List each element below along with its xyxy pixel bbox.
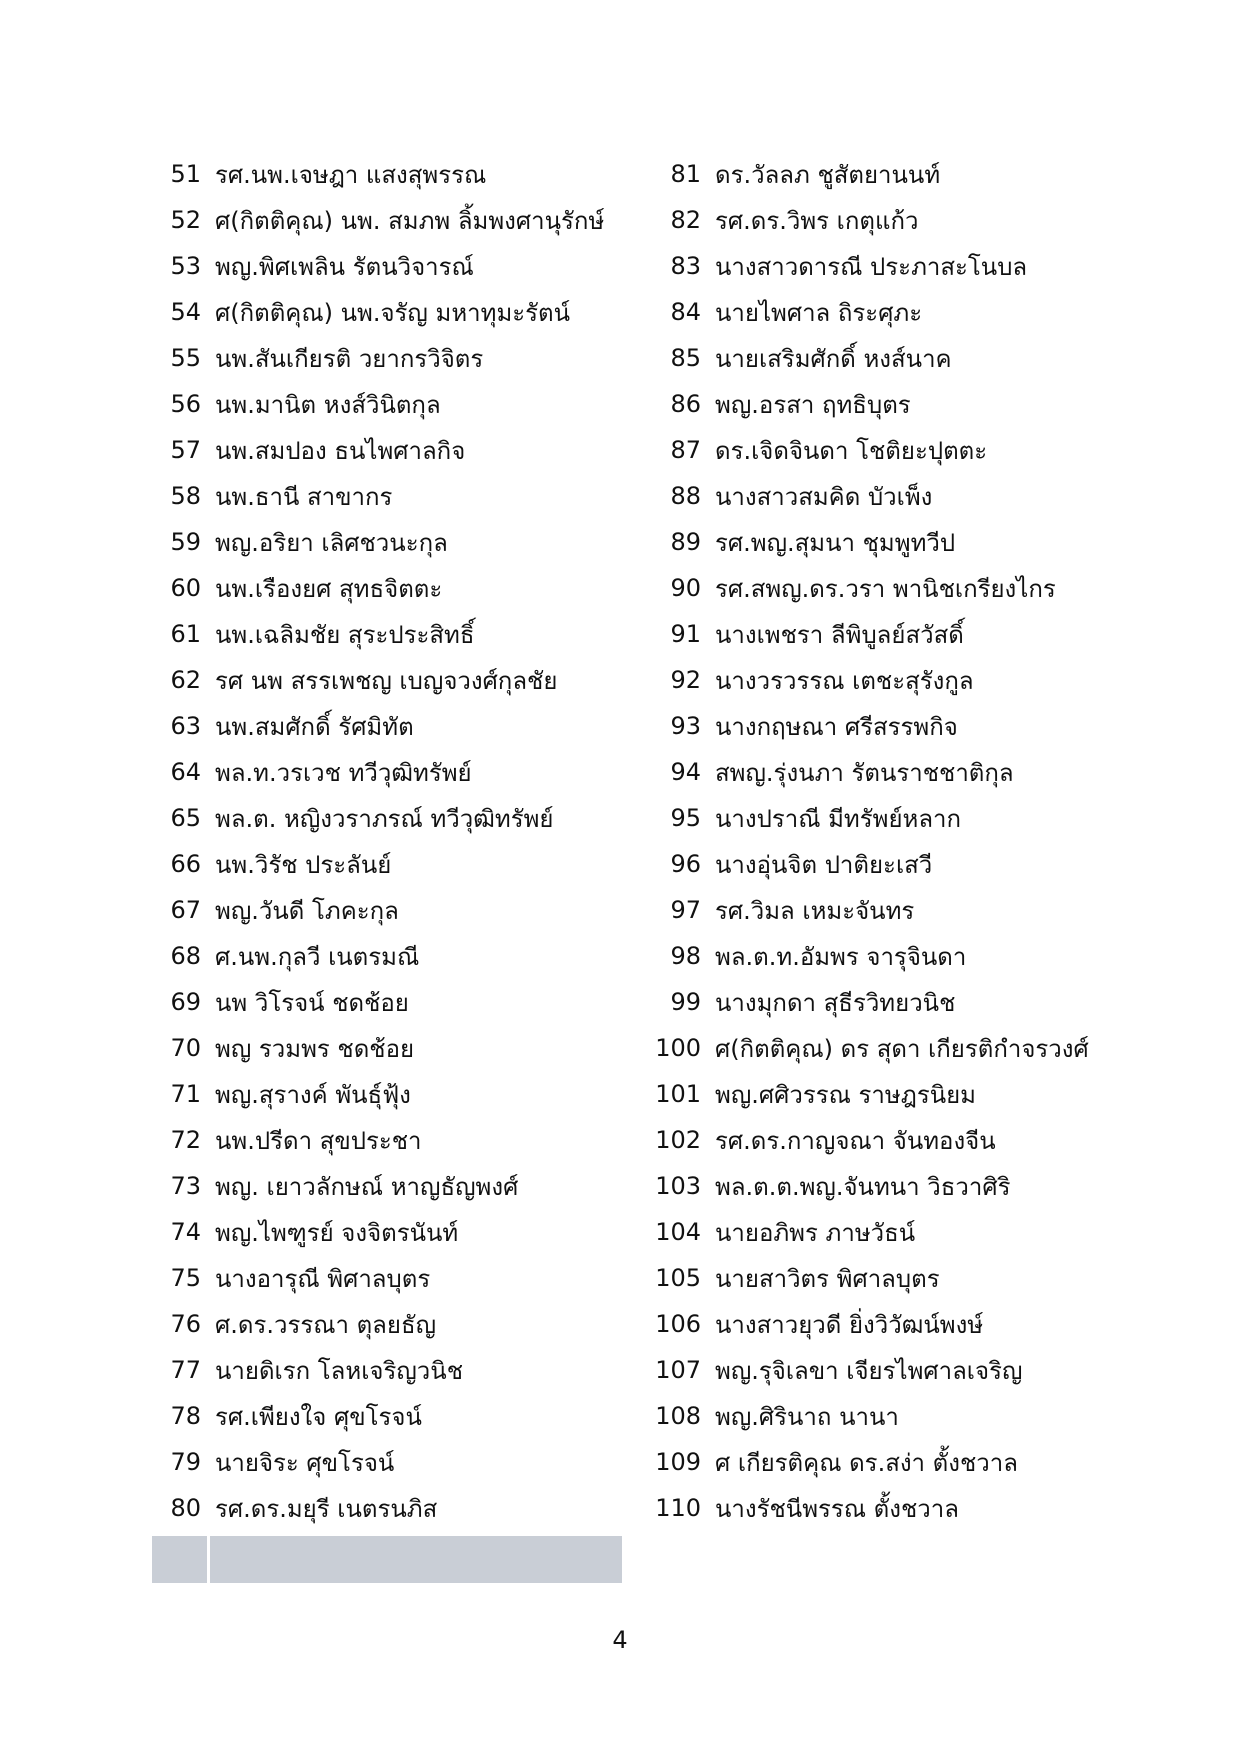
- person-name: ศ.ดร.วรรณา ตุลยธัญ: [215, 1310, 437, 1339]
- person-name: นางปราณี มีทรัพย์หลาก: [715, 804, 962, 833]
- person-name: พญ.พิศเพลิน รัตนวิจารณ์: [215, 252, 474, 281]
- item-number: 73: [170, 1172, 201, 1200]
- item-number: 89: [670, 528, 701, 556]
- person-name: นพ.ปรีดา สุขประชา: [215, 1126, 422, 1155]
- list-item: [650, 611, 1210, 657]
- person-name: นายไพศาล ถิระศุภะ: [715, 298, 923, 327]
- item-number: 108: [655, 1402, 701, 1430]
- person-name: นายเสริมศักดิ์ หงส์นาค: [715, 344, 952, 373]
- person-name: พญ.ศศิวรรณ ราษฎรนิยม: [715, 1080, 976, 1109]
- person-name: นายดิเรก โลหเจริญวนิช: [215, 1356, 463, 1385]
- list-item: [650, 427, 1210, 473]
- list-item: [150, 841, 630, 887]
- item-number: 53: [170, 252, 201, 280]
- item-number: 86: [670, 390, 701, 418]
- list-item: [650, 1209, 1210, 1255]
- list-item: [650, 1347, 1210, 1393]
- item-number: 75: [170, 1264, 201, 1292]
- person-name: นพ วิโรจน์ ชดช้อย: [215, 988, 409, 1017]
- list-item: [650, 1025, 1210, 1071]
- item-number: 79: [170, 1448, 201, 1476]
- person-name: นายอภิพร ภาษวัธน์: [715, 1218, 916, 1247]
- item-number: 84: [670, 298, 701, 326]
- list-item: [650, 749, 1210, 795]
- item-number: 51: [170, 160, 201, 188]
- person-name: นายจิระ ศุขโรจน์: [215, 1448, 395, 1477]
- list-item: [150, 933, 630, 979]
- item-number: 60: [170, 574, 201, 602]
- person-name: พล.ต. หญิงวราภรณ์ ทวีวุฒิทรัพย์: [215, 804, 554, 833]
- person-name: รศ.พญ.สุมนา ชุมพูทวีป: [715, 528, 956, 557]
- item-number: 93: [670, 712, 701, 740]
- list-item: [650, 1439, 1210, 1485]
- person-name: นางเพชรา ลีพิบูลย์สวัสดิ์: [715, 620, 964, 649]
- list-item: [650, 1163, 1210, 1209]
- person-name: นพ.สมปอง ธนไพศาลกิจ: [215, 436, 466, 465]
- item-number: 62: [170, 666, 201, 694]
- person-name: ดร.เจิดจินดา โชติยะปุตตะ: [715, 436, 988, 465]
- list-item: [650, 197, 1210, 243]
- list-item: [150, 887, 630, 933]
- item-number: 99: [670, 988, 701, 1016]
- list-item: [650, 565, 1210, 611]
- list-item: [650, 519, 1210, 565]
- person-name: พญ.รุจิเลขา เจียรไพศาลเจริญ: [715, 1356, 1023, 1385]
- left-name-list: [150, 151, 630, 1531]
- list-item: [150, 381, 630, 427]
- person-name: พญ.สุรางค์ พันธุ์ฟุ้ง: [215, 1080, 411, 1109]
- list-item: [150, 1255, 630, 1301]
- list-item: [150, 1163, 630, 1209]
- item-number: 109: [655, 1448, 701, 1476]
- person-name: พญ.อริยา เลิศชวนะกุล: [215, 528, 448, 557]
- person-name: รศ.ดร.กาญจณา จันทองจีน: [715, 1126, 996, 1155]
- list-item: [650, 795, 1210, 841]
- item-number: 52: [170, 206, 201, 234]
- item-number: 77: [170, 1356, 201, 1384]
- list-item: [150, 1439, 630, 1485]
- item-number: 96: [670, 850, 701, 878]
- item-number: 57: [170, 436, 201, 464]
- person-name: สพญ.รุ่งนภา รัตนราชชาติกุล: [715, 758, 1014, 787]
- item-number: 74: [170, 1218, 201, 1246]
- person-name: นางสาวสมคิด บัวเพ็ง: [715, 482, 933, 511]
- person-name: นางวรวรรณ เตชะสุรังกูล: [715, 666, 974, 695]
- item-number: 101: [655, 1080, 701, 1108]
- person-name: นางกฤษณา ศรีสรรพกิจ: [715, 712, 958, 741]
- person-name: พญ.วันดี โภคะกุล: [215, 896, 399, 925]
- item-number: 67: [170, 896, 201, 924]
- person-name: นางอารุณี พิศาลบุตร: [215, 1264, 431, 1293]
- list-item: [150, 1209, 630, 1255]
- item-number: 61: [170, 620, 201, 648]
- item-number: 105: [655, 1264, 701, 1292]
- item-number: 66: [170, 850, 201, 878]
- person-name: นพ.สมศักดิ์ รัศมิทัต: [215, 712, 414, 741]
- shaded-cell-name: [210, 1536, 622, 1583]
- list-item: [650, 473, 1210, 519]
- person-name: นายสาวิตร พิศาลบุตร: [715, 1264, 940, 1293]
- person-name: รศ.ดร.วิพร เกตุแก้ว: [715, 206, 919, 235]
- list-item: [650, 1393, 1210, 1439]
- item-number: 90: [670, 574, 701, 602]
- person-name: นางรัชนีพรรณ ตั้งชวาล: [715, 1494, 959, 1523]
- person-name: รศ.ดร.มยุรี เนตรนภิส: [215, 1494, 438, 1523]
- list-item: [650, 335, 1210, 381]
- person-name: นางสาวดารณี ประภาสะโนบล: [715, 252, 1028, 281]
- person-name: นพ.สันเกียรติ วยากรวิจิตร: [215, 344, 484, 373]
- list-item: [650, 887, 1210, 933]
- person-name: พญ.อรสา ฤทธิบุตร: [715, 390, 911, 419]
- item-number: 80: [170, 1494, 201, 1522]
- right-name-list: [650, 151, 1210, 1531]
- list-item: [150, 1301, 630, 1347]
- list-item: [650, 1255, 1210, 1301]
- person-name: พญ รวมพร ชดช้อย: [215, 1034, 415, 1063]
- list-item: [650, 841, 1210, 887]
- person-name: นางมุกดา สุธีรวิทยวนิช: [715, 988, 956, 1017]
- item-number: 97: [670, 896, 701, 924]
- person-name: นางอุ่นจิต ปาติยะเสวี: [715, 850, 933, 879]
- list-item: [150, 243, 630, 289]
- item-number: 71: [170, 1080, 201, 1108]
- person-name: พญ.ศิรินาถ นานา: [715, 1402, 899, 1431]
- person-name: รศ.นพ.เจษฎา แสงสุพรรณ: [215, 160, 487, 189]
- item-number: 92: [670, 666, 701, 694]
- list-item: [150, 979, 630, 1025]
- item-number: 82: [670, 206, 701, 234]
- item-number: 76: [170, 1310, 201, 1338]
- item-number: 72: [170, 1126, 201, 1154]
- item-number: 55: [170, 344, 201, 372]
- item-number: 65: [170, 804, 201, 832]
- person-name: รศ.เพียงใจ ศุขโรจน์: [215, 1402, 422, 1431]
- list-item: [650, 979, 1210, 1025]
- item-number: 104: [655, 1218, 701, 1246]
- item-number: 103: [655, 1172, 701, 1200]
- list-item: [650, 1071, 1210, 1117]
- person-name: รศ นพ สรรเพชญ เบญจวงศ์กุลชัย: [215, 666, 558, 695]
- item-number: 69: [170, 988, 201, 1016]
- person-name: นพ.มานิต หงส์วินิตกุล: [215, 390, 441, 419]
- item-number: 88: [670, 482, 701, 510]
- item-number: 85: [670, 344, 701, 372]
- list-item: [150, 335, 630, 381]
- list-item: [650, 657, 1210, 703]
- list-item: [150, 289, 630, 335]
- list-item: [150, 795, 630, 841]
- page-number: 4: [612, 1626, 628, 1654]
- list-item: [150, 1347, 630, 1393]
- list-item: [650, 1117, 1210, 1163]
- person-name: นางสาวยุวดี ยิ่งวิวัฒน์พงษ์: [715, 1310, 984, 1339]
- list-item: [650, 1485, 1210, 1531]
- list-item: [650, 289, 1210, 335]
- list-item: [150, 611, 630, 657]
- list-item: [650, 243, 1210, 289]
- list-item: [150, 749, 630, 795]
- person-name: พญ. เยาวลักษณ์ หาญธัญพงศ์: [215, 1172, 519, 1201]
- list-item: [150, 1117, 630, 1163]
- list-item: [150, 1071, 630, 1117]
- list-item: [150, 1485, 630, 1531]
- list-item: [150, 565, 630, 611]
- person-name: พล.ต.ท.อัมพร จารุจินดา: [715, 942, 967, 971]
- item-number: 56: [170, 390, 201, 418]
- list-item: [650, 1301, 1210, 1347]
- person-name: นพ.ธานี สาขากร: [215, 482, 393, 511]
- list-item: [150, 197, 630, 243]
- item-number: 106: [655, 1310, 701, 1338]
- item-number: 91: [670, 620, 701, 648]
- person-name: รศ.วิมล เหมะจันทร: [715, 896, 915, 925]
- list-item: [650, 933, 1210, 979]
- person-name: พญ.ไพฑูรย์ จงจิตรนันท์: [215, 1218, 459, 1247]
- item-number: 98: [670, 942, 701, 970]
- item-number: 100: [655, 1034, 701, 1062]
- person-name: พล.ต.ต.พญ.จันทนา วิธวาศิริ: [715, 1172, 1011, 1201]
- list-item: [150, 473, 630, 519]
- person-name: รศ.สพญ.ดร.วรา พานิชเกรียงไกร: [715, 574, 1056, 603]
- person-name: นพ.วิรัช ประลันย์: [215, 850, 392, 879]
- person-name: ดร.วัลลภ ชูสัตยานนท์: [715, 160, 941, 189]
- person-name: นพ.เฉลิมชัย สุระประสิทธิ์: [215, 620, 475, 649]
- item-number: 78: [170, 1402, 201, 1430]
- item-number: 94: [670, 758, 701, 786]
- shaded-cell-number: [152, 1536, 207, 1583]
- person-name: ศ(กิตติคุณ) นพ.จรัญ มหาทุมะรัตน์: [215, 298, 571, 327]
- person-name: ศ(กิตติคุณ) นพ. สมภพ ลิ้มพงศานุรักษ์: [215, 206, 605, 235]
- person-name: ศ(กิตติคุณ) ดร สุดา เกียรติกำจรวงศ์: [715, 1034, 1089, 1063]
- list-item: [150, 519, 630, 565]
- item-number: 81: [670, 160, 701, 188]
- item-number: 87: [670, 436, 701, 464]
- list-item: [650, 381, 1210, 427]
- list-item: [150, 1025, 630, 1071]
- item-number: 95: [670, 804, 701, 832]
- item-number: 54: [170, 298, 201, 326]
- list-item: [650, 703, 1210, 749]
- person-name: นพ.เรืองยศ สุทธจิตตะ: [215, 574, 443, 603]
- item-number: 83: [670, 252, 701, 280]
- list-item: [150, 151, 630, 197]
- list-item: [150, 703, 630, 749]
- item-number: 64: [170, 758, 201, 786]
- item-number: 63: [170, 712, 201, 740]
- list-item: [150, 657, 630, 703]
- item-number: 59: [170, 528, 201, 556]
- item-number: 102: [655, 1126, 701, 1154]
- item-number: 68: [170, 942, 201, 970]
- person-name: ศ.นพ.กุลวี เนตรมณี: [215, 942, 420, 971]
- item-number: 70: [170, 1034, 201, 1062]
- item-number: 107: [655, 1356, 701, 1384]
- item-number: 58: [170, 482, 201, 510]
- list-item: [150, 427, 630, 473]
- person-name: ศ เกียรติคุณ ดร.สง่า ตั้งชวาล: [715, 1448, 1018, 1477]
- list-item: [650, 151, 1210, 197]
- list-item: [150, 1393, 630, 1439]
- item-number: 110: [655, 1494, 701, 1522]
- person-name: พล.ท.วรเวช ทวีวุฒิทรัพย์: [215, 758, 472, 787]
